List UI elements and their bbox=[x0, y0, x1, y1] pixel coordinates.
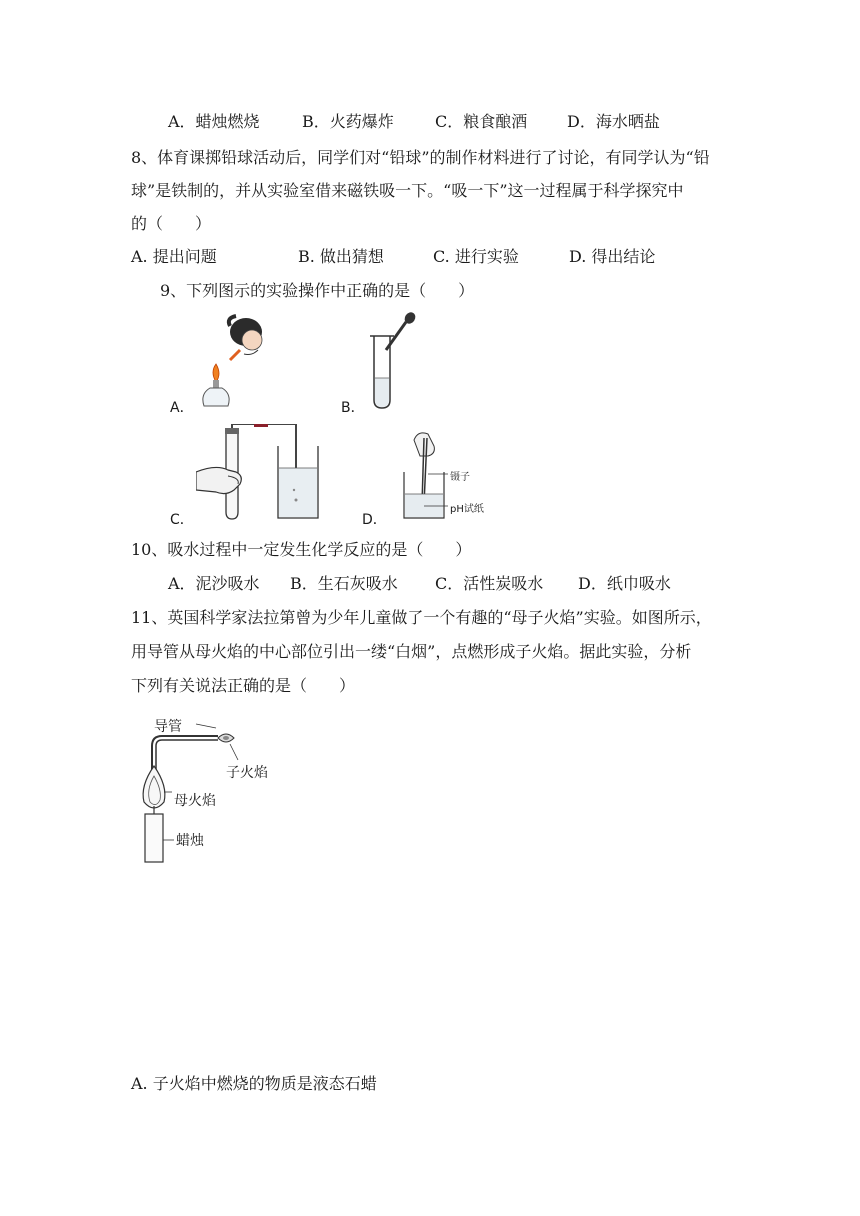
q10-option-b: B．生石灰吸水 bbox=[290, 574, 398, 593]
q11-stem-line-1: 11、英国科学家法拉第曾为少年儿童做了一个有趣的“母子火焰”实验。如图所示， bbox=[131, 608, 712, 627]
q8-stem-line-1: 8、体育课掷铅球活动后，同学们对“铅球”的制作材料进行了讨论，有同学认为“铅 bbox=[131, 148, 710, 167]
q9-label-a: A． bbox=[170, 400, 194, 416]
q7-option-c: C．粮食酿酒 bbox=[435, 112, 528, 131]
figure-b-dropper-tube bbox=[364, 310, 424, 410]
q8-stem-line-3: 的（ ） bbox=[131, 214, 212, 233]
q9-label-b: B． bbox=[341, 400, 365, 416]
q9-label-d: D． bbox=[362, 512, 387, 528]
figure-label-child-flame: 子火焰 bbox=[226, 765, 268, 781]
q8-option-d: D. 得出结论 bbox=[569, 247, 656, 266]
q10-option-d: D．纸巾吸水 bbox=[578, 574, 671, 593]
q8-option-c: C. 进行实验 bbox=[433, 247, 519, 266]
q7-option-d: D．海水晒盐 bbox=[567, 112, 660, 131]
q11-stem-line-3: 下列有关说法正确的是（ ） bbox=[131, 676, 356, 695]
figure-label-tube: 导管 bbox=[154, 719, 182, 735]
q8-stem-line-2: 球”是铁制的，并从实验室借来磁铁吸一下。“吸一下”这一过程属于科学探究中 bbox=[131, 181, 684, 200]
q10-stem: 10、吸水过程中一定发生化学反应的是（ ） bbox=[131, 540, 472, 559]
q11-option-a: A. 子火焰中燃烧的物质是液态石蜡 bbox=[131, 1074, 377, 1093]
q11-stem-line-2: 用导管从母火焰的中心部位引出一缕“白烟”，点燃形成子火焰。据此实验，分析 bbox=[131, 642, 692, 661]
q9-label-c: C． bbox=[170, 512, 194, 528]
q7-option-b: B．火药爆炸 bbox=[302, 112, 394, 131]
figure-a-blowing-lamp bbox=[200, 310, 280, 410]
q8-option-b: B. 做出猜想 bbox=[298, 247, 384, 266]
q10-option-c: C．活性炭吸水 bbox=[435, 574, 544, 593]
figure-c-airtightness-check bbox=[196, 424, 326, 522]
figure-d-ph-paper-label: pH试纸 bbox=[450, 504, 484, 515]
q10-option-a: A．泥沙吸水 bbox=[168, 574, 260, 593]
figure-d-tweezers-label: 镊子 bbox=[450, 472, 470, 483]
figure-label-mother-flame: 母火焰 bbox=[174, 793, 216, 809]
figure-label-candle: 蜡烛 bbox=[176, 833, 204, 849]
q7-option-a: A．蜡烛燃烧 bbox=[168, 112, 260, 131]
q8-option-a: A. 提出问题 bbox=[131, 247, 217, 266]
q9-stem: 9、下列图示的实验操作中正确的是（ ） bbox=[160, 281, 475, 300]
